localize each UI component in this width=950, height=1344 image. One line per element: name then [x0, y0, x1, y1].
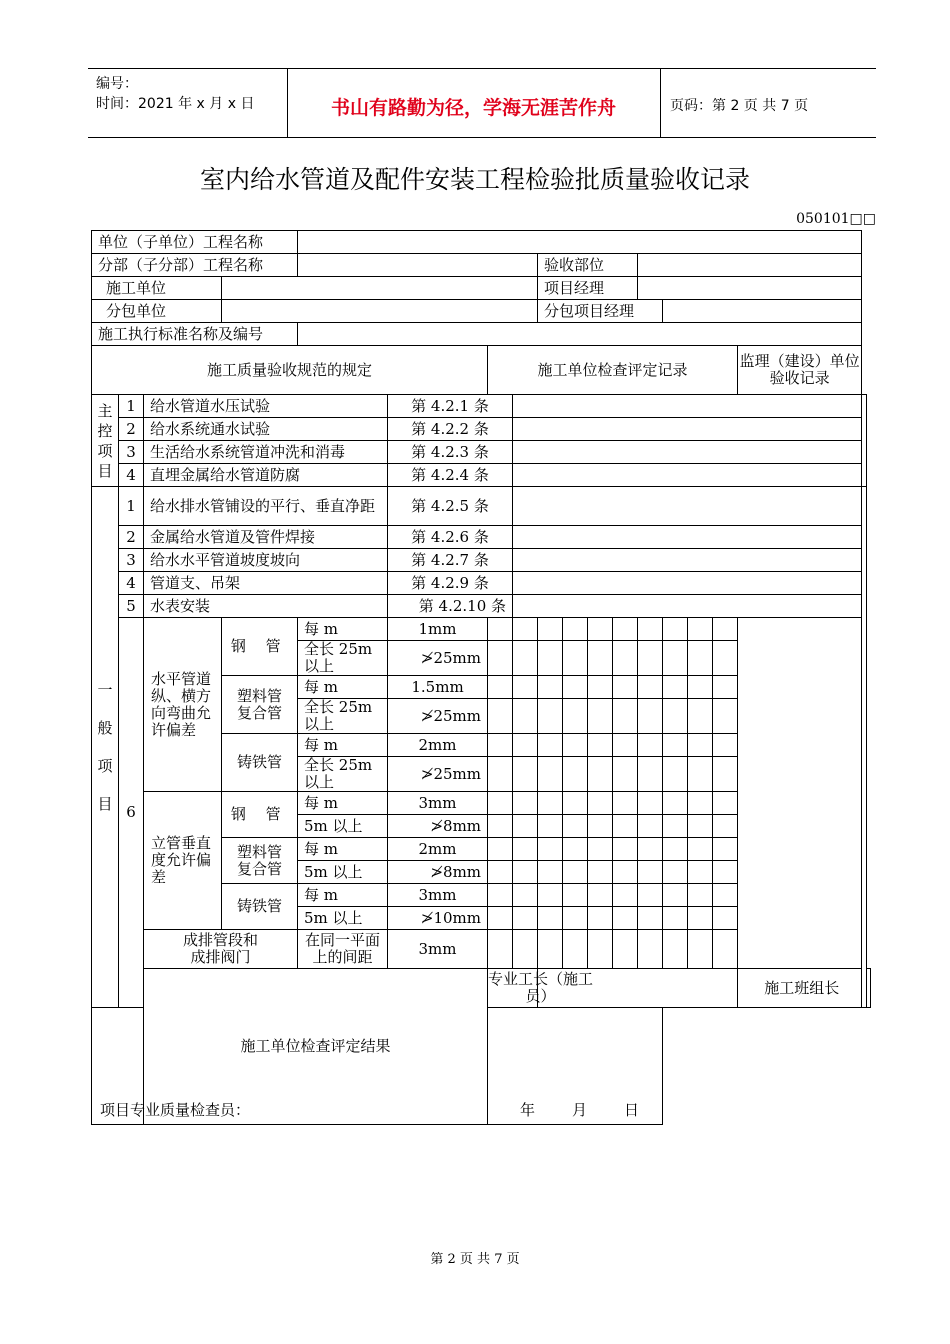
main-items-supervision-field[interactable] — [862, 395, 866, 487]
tolerance-desc: 每 m — [298, 792, 388, 815]
main-item-name: 给水系统通水试验 — [144, 418, 388, 441]
measure-cell[interactable] — [588, 930, 613, 969]
measure-cell[interactable] — [663, 641, 688, 676]
measure-cell[interactable] — [588, 792, 613, 815]
measure-cell[interactable] — [688, 907, 713, 930]
main-item-name: 给水管道水压试验 — [144, 395, 388, 418]
measure-cell[interactable] — [588, 641, 613, 676]
measure-cell[interactable] — [513, 930, 538, 969]
measure-cell[interactable] — [588, 861, 613, 884]
row-group-desc: 在同一平面上的间距 — [298, 930, 388, 969]
tolerance-value: ≯8mm — [388, 815, 488, 838]
general-item-check-field[interactable] — [513, 487, 862, 526]
material-label: 铸铁管 — [222, 884, 298, 930]
item-number: 3 — [119, 441, 144, 464]
tolerance-value: 2mm — [388, 734, 488, 757]
measure-cell[interactable] — [588, 907, 613, 930]
tolerance-desc: 5m 以上 — [298, 861, 388, 884]
general-item-clause: 第 4.2.5 条 — [388, 487, 513, 526]
measure-cell[interactable] — [538, 757, 563, 792]
measure-cell[interactable] — [513, 792, 538, 815]
measure-cell[interactable] — [663, 815, 688, 838]
measure-cell[interactable] — [638, 884, 663, 907]
general-items-label: 一般项目 — [92, 487, 119, 1008]
measure-cell[interactable] — [688, 838, 713, 861]
item-number: 2 — [119, 418, 144, 441]
tolerance-desc: 每 m — [298, 676, 388, 699]
measure-cell[interactable] — [638, 792, 663, 815]
measure-cell[interactable] — [688, 676, 713, 699]
main-item-check-field[interactable] — [513, 395, 862, 418]
measure-cell[interactable] — [513, 907, 538, 930]
measure-cell[interactable] — [513, 699, 538, 734]
measure-cell[interactable] — [613, 907, 638, 930]
measure-cell[interactable] — [713, 861, 738, 884]
measure-cell[interactable] — [563, 641, 588, 676]
measure-cell[interactable] — [613, 676, 638, 699]
project-manager-label: 项目经理 — [538, 277, 638, 300]
measure-cell[interactable] — [638, 676, 663, 699]
measure-cell[interactable] — [713, 734, 738, 757]
form-code: 050101□□ — [796, 211, 876, 227]
general-item-clause: 第 4.2.10 条 — [388, 595, 513, 618]
measure-cell[interactable] — [713, 792, 738, 815]
measure-cell[interactable] — [688, 930, 713, 969]
measure-cell[interactable] — [538, 815, 563, 838]
measure-cell[interactable] — [663, 676, 688, 699]
standard-name-field[interactable] — [298, 323, 862, 346]
material-label: 钢 管 — [222, 792, 298, 838]
general-item-clause: 第 4.2.7 条 — [388, 549, 513, 572]
measure-cell[interactable] — [688, 699, 713, 734]
measure-cell[interactable] — [713, 930, 738, 969]
measure-cell[interactable] — [688, 757, 713, 792]
motto: 书山有路勤为径，学海无涯苦作舟 — [330, 97, 616, 119]
acceptance-part-field[interactable] — [638, 254, 862, 277]
item-number: 3 — [119, 549, 144, 572]
project-manager-field[interactable] — [638, 277, 862, 300]
measure-cell[interactable] — [563, 618, 588, 641]
measure-cell[interactable] — [613, 699, 638, 734]
measure-cell[interactable] — [638, 734, 663, 757]
measure-cell[interactable] — [613, 792, 638, 815]
measure-cell[interactable] — [588, 757, 613, 792]
measure-cell[interactable] — [563, 861, 588, 884]
measure-cell[interactable] — [513, 757, 538, 792]
tolerance-desc: 全长 25m 以上 — [298, 641, 388, 676]
material-label: 塑料管复合管 — [222, 676, 298, 734]
measure-cell[interactable] — [488, 676, 513, 699]
measure-cell[interactable] — [713, 838, 738, 861]
measure-cell[interactable] — [488, 930, 513, 969]
measure-cell[interactable] — [613, 861, 638, 884]
general-item-name: 管道支、吊架 — [144, 572, 388, 595]
measure-cell[interactable] — [588, 838, 613, 861]
tolerance-value: 1.5mm — [388, 676, 488, 699]
main-item-clause: 第 4.2.4 条 — [388, 464, 513, 487]
tolerance-value: ≯25mm — [388, 757, 488, 792]
item-number: 2 — [119, 526, 144, 549]
subcontract-unit-field[interactable] — [222, 300, 538, 323]
supervision-column-header: 监理（建设）单位验收记录 — [738, 346, 862, 395]
measure-cell[interactable] — [538, 930, 563, 969]
vertical-deviation-label: 立管垂直度允许偏差 — [144, 792, 222, 930]
main-item-check-field[interactable] — [513, 464, 862, 487]
measure-cell[interactable] — [638, 699, 663, 734]
measure-cell[interactable] — [538, 676, 563, 699]
inspector-sign-area[interactable] — [92, 1008, 663, 1125]
result-label: 施工单位检查评定结果 — [144, 969, 488, 1125]
main-item-name: 生活给水系统管道冲洗和消毒 — [144, 441, 388, 464]
measure-cell[interactable] — [588, 699, 613, 734]
measure-cell[interactable] — [513, 815, 538, 838]
construction-unit-field[interactable] — [222, 277, 538, 300]
material-label: 塑料管复合管 — [222, 838, 298, 884]
foreman-label: 专业工长（施工员） — [488, 969, 538, 1008]
doc-number-label: 编号： — [96, 76, 138, 92]
row-group-label: 成排管段和成排阀门 — [144, 930, 298, 969]
measure-cell[interactable] — [638, 815, 663, 838]
measure-cell[interactable] — [488, 792, 513, 815]
measure-cell[interactable] — [563, 815, 588, 838]
measure-cell[interactable] — [663, 838, 688, 861]
measure-cell[interactable] — [538, 699, 563, 734]
tolerance-value: ≯25mm — [388, 641, 488, 676]
general-items-supervision-field[interactable] — [862, 487, 866, 1008]
measure-cell[interactable] — [638, 757, 663, 792]
measure-cell[interactable] — [713, 907, 738, 930]
measure-cell[interactable] — [563, 884, 588, 907]
measure-cell[interactable] — [713, 884, 738, 907]
measure-cell[interactable] — [613, 734, 638, 757]
material-label: 铸铁管 — [222, 734, 298, 792]
tolerance-value: 3mm — [388, 930, 488, 969]
measure-cell[interactable] — [663, 907, 688, 930]
acceptance-table — [91, 230, 871, 1125]
measure-cell[interactable] — [513, 734, 538, 757]
tolerance-value: 1mm — [388, 618, 488, 641]
measure-cell[interactable] — [513, 861, 538, 884]
tolerance-desc: 每 m — [298, 734, 388, 757]
measure-cell[interactable] — [538, 884, 563, 907]
measure-cell[interactable] — [513, 618, 538, 641]
measure-cell[interactable] — [713, 676, 738, 699]
measure-cell[interactable] — [613, 641, 638, 676]
measure-cell[interactable] — [538, 641, 563, 676]
measure-cell[interactable] — [663, 884, 688, 907]
tolerance-value: ≯10mm — [388, 907, 488, 930]
subcontract-manager-label: 分包项目经理 — [538, 300, 663, 323]
main-item-name: 直埋金属给水管道防腐 — [144, 464, 388, 487]
measure-cell[interactable] — [588, 734, 613, 757]
general-item-name: 给水排水管铺设的平行、垂直净距 — [144, 487, 388, 526]
tolerance-desc: 全长 25m 以上 — [298, 699, 388, 734]
page-header — [88, 68, 876, 138]
team-leader-label: 施工班组长 — [738, 969, 867, 1008]
measure-cell[interactable] — [663, 861, 688, 884]
item-number: 1 — [119, 487, 144, 526]
measure-cell[interactable] — [613, 757, 638, 792]
tolerance-value: 3mm — [388, 792, 488, 815]
page-indicator: 页码：第 2 页 共 7 页 — [670, 98, 809, 114]
sub-project-name-field[interactable] — [298, 254, 538, 277]
measure-cell[interactable] — [563, 792, 588, 815]
measure-cell[interactable] — [713, 815, 738, 838]
measure-cell[interactable] — [488, 907, 513, 930]
team-leader-field[interactable] — [866, 969, 870, 1008]
main-items-label: 主控项目 — [92, 395, 119, 487]
standard-name-label: 施工执行标准名称及编号 — [92, 323, 298, 346]
day-label: 日 — [624, 1101, 640, 1119]
item-number: 4 — [119, 572, 144, 595]
measure-cell[interactable] — [588, 815, 613, 838]
construction-unit-label: 施工单位 — [92, 277, 222, 300]
measure-cell[interactable] — [488, 884, 513, 907]
sub-project-name-label: 分部（子分部）工程名称 — [92, 254, 298, 277]
tolerance-desc: 全长 25m 以上 — [298, 757, 388, 792]
measure-cell[interactable] — [663, 792, 688, 815]
general-item-clause: 第 4.2.6 条 — [388, 526, 513, 549]
general-item-name: 水表安装 — [144, 595, 388, 618]
measure-cell[interactable] — [613, 815, 638, 838]
page-title: 室内给水管道及配件安装工程检验批质量验收记录 — [199, 165, 750, 194]
general-item-check-field[interactable] — [513, 549, 862, 572]
measure-cell[interactable] — [488, 699, 513, 734]
measure-cell[interactable] — [613, 884, 638, 907]
main-item-clause: 第 4.2.3 条 — [388, 441, 513, 464]
tolerance-value: 3mm — [388, 884, 488, 907]
year-label: 年 — [520, 1101, 536, 1119]
measure-cell[interactable] — [513, 676, 538, 699]
measure-cell[interactable] — [688, 861, 713, 884]
measure-cell[interactable] — [538, 618, 563, 641]
measure-cell[interactable] — [688, 884, 713, 907]
item-number: 4 — [119, 464, 144, 487]
main-item-clause: 第 4.2.1 条 — [388, 395, 513, 418]
tolerance-desc: 5m 以上 — [298, 907, 388, 930]
measure-cell[interactable] — [488, 734, 513, 757]
measure-cell[interactable] — [613, 618, 638, 641]
measure-cell[interactable] — [488, 757, 513, 792]
tolerance-desc: 5m 以上 — [298, 815, 388, 838]
measure-cell[interactable] — [688, 641, 713, 676]
measure-cell[interactable] — [513, 641, 538, 676]
measure-cell[interactable] — [638, 861, 663, 884]
main-item-check-field[interactable] — [513, 441, 862, 464]
header-divider — [660, 69, 661, 137]
unit-project-name-label: 单位（子单位）工程名称 — [92, 231, 298, 254]
item-number: 5 — [119, 595, 144, 618]
general-item-name: 给水水平管道坡度坡向 — [144, 549, 388, 572]
measure-cell[interactable] — [613, 838, 638, 861]
measure-cell[interactable] — [663, 757, 688, 792]
measure-cell[interactable] — [538, 861, 563, 884]
measure-cell[interactable] — [563, 907, 588, 930]
measure-cell[interactable] — [663, 699, 688, 734]
unit-project-name-field[interactable] — [298, 231, 862, 254]
measure-cell[interactable] — [563, 734, 588, 757]
measure-cell[interactable] — [688, 815, 713, 838]
measure-cell[interactable] — [588, 884, 613, 907]
subcontract-manager-field[interactable] — [663, 300, 862, 323]
measure-cell[interactable] — [588, 676, 613, 699]
measure-cell[interactable] — [638, 641, 663, 676]
doc-time-label: 时间：2021 年 x 月 x 日 — [96, 96, 255, 112]
measure-cell[interactable] — [513, 884, 538, 907]
main-item-check-field[interactable] — [513, 418, 862, 441]
page-footer: 第 2 页 共 7 页 — [430, 1252, 520, 1267]
measure-cell[interactable] — [488, 838, 513, 861]
measure-cell[interactable] — [638, 618, 663, 641]
measure-cell[interactable] — [538, 907, 563, 930]
measure-cell[interactable] — [713, 757, 738, 792]
measure-cell[interactable] — [688, 734, 713, 757]
general-item-check-field[interactable] — [513, 595, 862, 618]
measure-cell[interactable] — [563, 838, 588, 861]
measure-cell[interactable] — [538, 734, 563, 757]
measure-cell[interactable] — [563, 930, 588, 969]
measure-cell[interactable] — [713, 641, 738, 676]
tolerance-desc: 每 m — [298, 618, 388, 641]
tolerance-desc: 每 m — [298, 884, 388, 907]
measure-cell[interactable] — [713, 618, 738, 641]
item-number: 1 — [119, 395, 144, 418]
measure-cell[interactable] — [513, 838, 538, 861]
tolerance-value: ≯8mm — [388, 861, 488, 884]
general-item-check-field[interactable] — [513, 526, 862, 549]
measure-cell[interactable] — [613, 930, 638, 969]
measure-cell[interactable] — [663, 618, 688, 641]
measure-cell[interactable] — [638, 838, 663, 861]
check-column-header: 施工单位检查评定记录 — [488, 346, 738, 395]
measure-cell[interactable] — [488, 861, 513, 884]
measure-cell[interactable] — [638, 907, 663, 930]
spec-column-header: 施工质量验收规范的规定 — [92, 346, 488, 395]
measure-cell[interactable] — [488, 815, 513, 838]
measure-cell[interactable] — [488, 641, 513, 676]
material-label: 钢 管 — [222, 618, 298, 676]
measure-cell[interactable] — [563, 699, 588, 734]
subcontract-unit-label: 分包单位 — [92, 300, 222, 323]
inspector-label: 项目专业质量检查员： — [100, 1101, 251, 1119]
tolerance-desc: 每 m — [298, 838, 388, 861]
measure-cell[interactable] — [488, 618, 513, 641]
measure-cell[interactable] — [563, 676, 588, 699]
measure-cell[interactable] — [538, 792, 563, 815]
measure-cell[interactable] — [563, 757, 588, 792]
general-item-clause: 第 4.2.9 条 — [388, 572, 513, 595]
measure-cell[interactable] — [688, 792, 713, 815]
month-label: 月 — [572, 1101, 588, 1119]
measure-cell[interactable] — [663, 930, 688, 969]
tolerance-value: ≯25mm — [388, 699, 488, 734]
general-item-name: 金属给水管道及管件焊接 — [144, 526, 388, 549]
measure-cell[interactable] — [688, 618, 713, 641]
main-item-clause: 第 4.2.2 条 — [388, 418, 513, 441]
measure-cell[interactable] — [713, 699, 738, 734]
measure-cell[interactable] — [588, 618, 613, 641]
item-number: 6 — [119, 618, 144, 1008]
measure-cell[interactable] — [638, 930, 663, 969]
general-item-check-field[interactable] — [513, 572, 862, 595]
measure-cell[interactable] — [663, 734, 688, 757]
acceptance-part-label: 验收部位 — [538, 254, 638, 277]
measure-cell[interactable] — [538, 838, 563, 861]
horizontal-deviation-label: 水平管道纵、横方向弯曲允许偏差 — [144, 618, 222, 792]
tolerance-value: 2mm — [388, 838, 488, 861]
